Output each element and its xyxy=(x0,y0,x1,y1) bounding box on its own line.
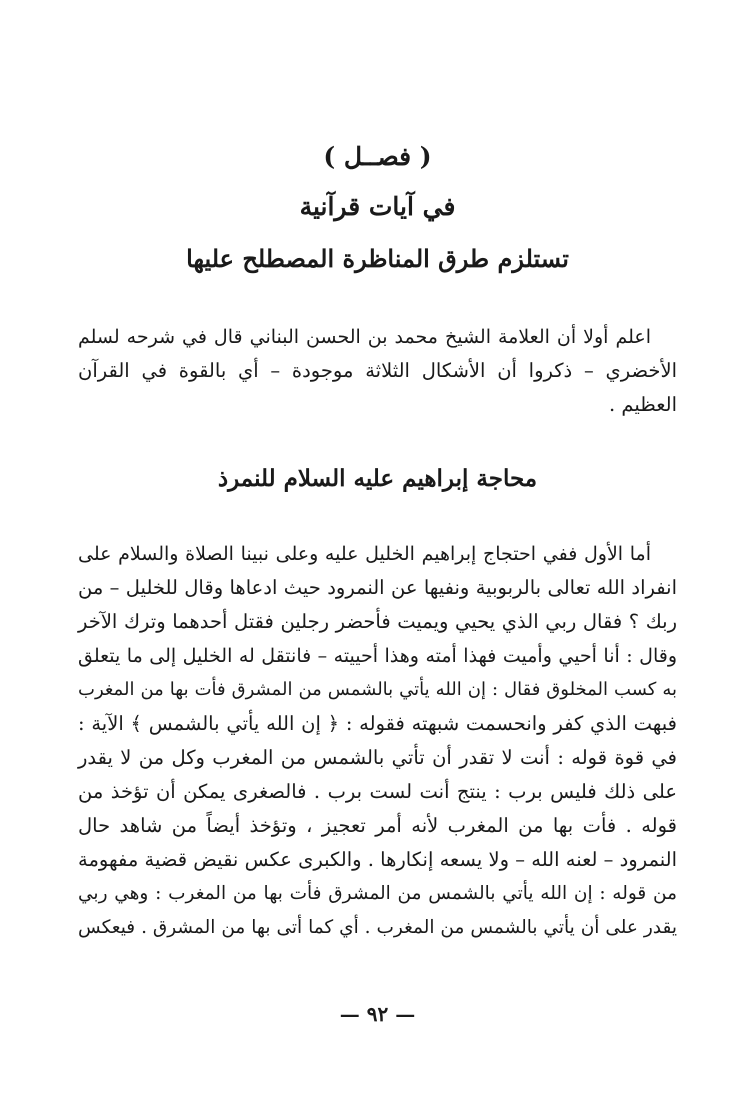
text-line: النمرود – لعنه الله – ولا يسعه إنكارها . والكبرى عكس نقيض قضية مفهومة xyxy=(78,848,677,871)
text-line: ربك ؟ فقال ربي الذي يحيي ويميت فأحضر رجلين فقتل أحدهما وترك الآخر xyxy=(78,610,677,633)
text-line: الأخضري – ذكروا أن الأشكال الثلاثة موجودة – أي بالقوة في القرآن xyxy=(78,359,677,382)
page-number: — ٩٢ — xyxy=(339,1002,416,1026)
text-line: على ذلك فليس برب : ينتج أنت لست برب . فالصغرى يمكن أن تؤخذ من xyxy=(78,780,677,803)
text-line: انفراد الله تعالى بالربوبية ونفيها عن النمرود حيث ادعاها وقال للخليل – من xyxy=(78,576,677,599)
section-title: في آيات قرآنية xyxy=(299,192,456,221)
body-paragraph xyxy=(78,537,677,945)
text-line: اعلم أولا أن العلامة الشيخ محمد بن الحسن البناني قال في شرحه لسلم xyxy=(78,326,651,348)
text-line: من قوله : إن الله يأتي بالشمس من المشرق فأت بها من المغرب : وهي ربي xyxy=(78,883,677,904)
intro-paragraph xyxy=(78,320,677,422)
section-subtitle: تستلزم طرق المناظرة المصطلح عليها xyxy=(186,244,569,273)
section-label: ( فصــل ) xyxy=(323,142,432,171)
text-line: العظيم . xyxy=(608,393,677,416)
text-line: وقال : أنا أحيي وأميت فهذا أمته وهذا أحييته – فانتقل له الخليل إلى ما يتعلق xyxy=(78,645,677,667)
text-line: يقدر على أن يأتي بالشمس من المغرب . أي كما أتى بها من المشرق . فيعكس xyxy=(78,917,677,938)
subheading: محاجة إبراهيم عليه السلام للنمرذ xyxy=(217,465,538,492)
text-line: أما الأول ففي احتجاج إبراهيم الخليل عليه وعلى نبينا الصلاة والسلام على xyxy=(78,543,651,565)
text-line: في قوة قوله : أنت لا تقدر أن تأتي بالشمس من المغرب وكل من لا يقدر xyxy=(78,746,677,769)
text-line: فبهت الذي كفر وانحسمت شبهته فقوله : ﴿ إن الله يأتي بالشمس ﴾ الآية : xyxy=(78,712,677,735)
text-line: به كسب المخلوق فقال : إن الله يأتي بالشمس من المشرق فأت بها من المغرب xyxy=(78,679,677,700)
text-line: قوله . فأت بها من المغرب لأنه أمر تعجيز ، وتؤخذ أيضاً من شاهد حال xyxy=(78,814,677,837)
